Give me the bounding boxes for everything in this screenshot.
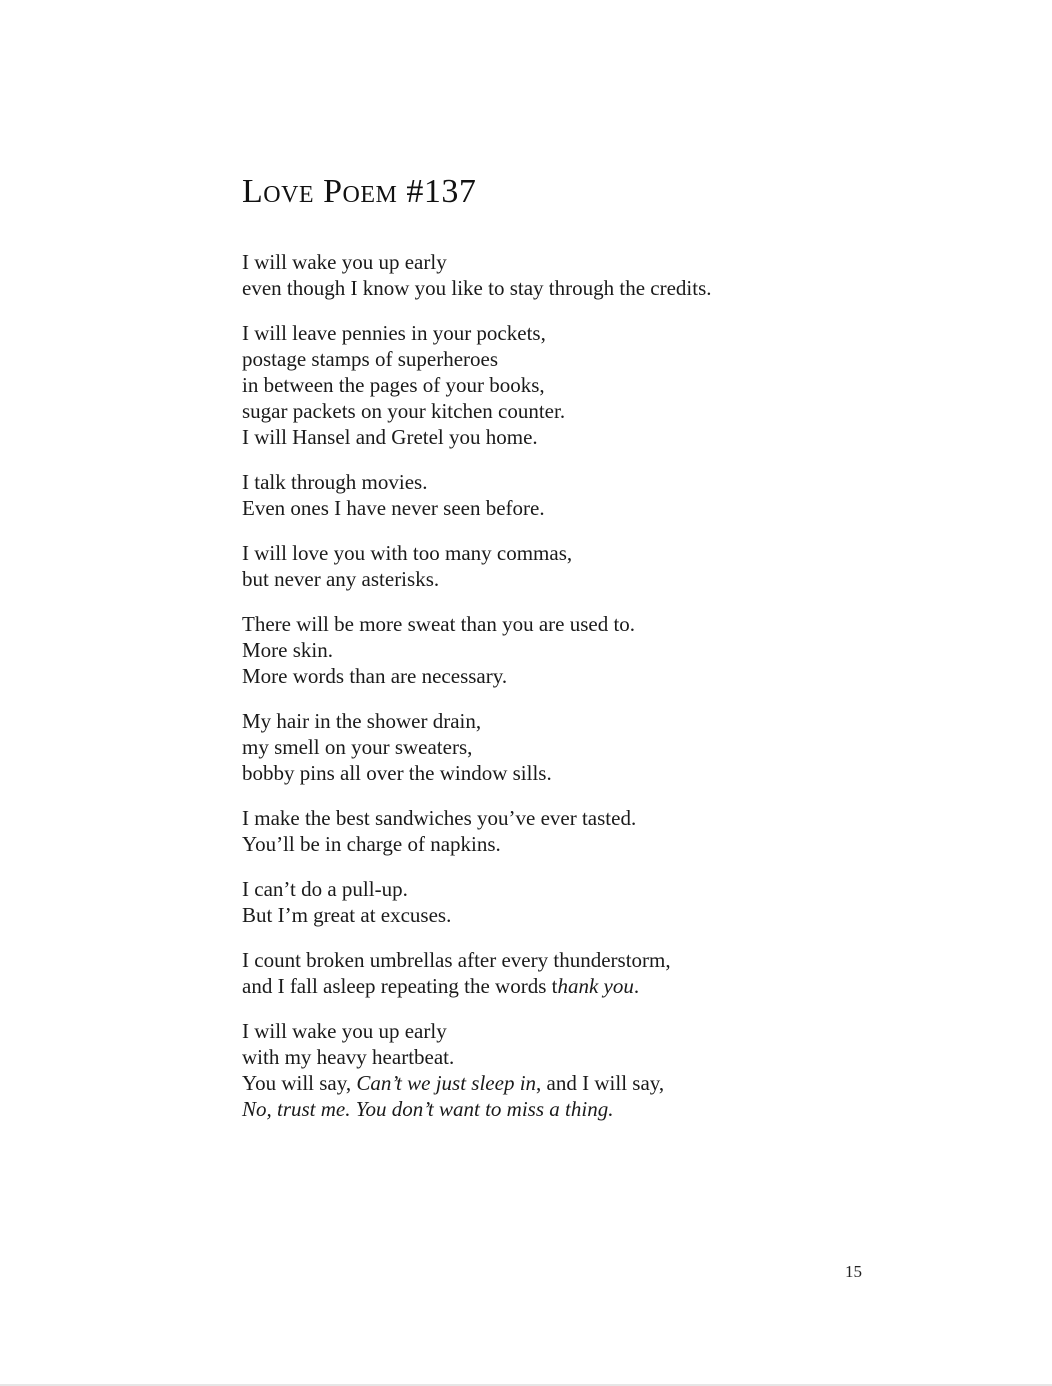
poem-title: Love Poem #137 xyxy=(242,173,477,210)
poem-line: My hair in the shower drain, xyxy=(242,709,482,733)
poem-line: You’ll be in charge of napkins. xyxy=(242,832,501,856)
poem-line-italic: No, trust me. You don’t want to miss a thing. xyxy=(242,1097,614,1121)
poem-line: I will leave pennies in your pockets, xyxy=(242,321,546,345)
poem-line: even though I know you like to stay through the credits. xyxy=(242,276,712,300)
stanza-2 xyxy=(242,320,882,450)
stanza-3 xyxy=(242,469,882,521)
line-text: and I fall asleep repeating the words t xyxy=(242,974,558,998)
poem-line: my smell on your sweaters, xyxy=(242,735,473,759)
stanza-1 xyxy=(242,249,882,301)
poem-line: I count broken umbrellas after every thunderstorm, xyxy=(242,948,671,972)
poem-line: I will love you with too many commas, xyxy=(242,541,573,565)
poem-line: sugar packets on your kitchen counter. xyxy=(242,399,566,423)
stanza-5 xyxy=(242,611,882,689)
stanza-6 xyxy=(242,708,882,786)
stanza-9 xyxy=(242,947,882,999)
poem-line: I will wake you up early xyxy=(242,250,447,274)
poem-line: Even ones I have never seen before. xyxy=(242,496,545,520)
poem-line: More words than are necessary. xyxy=(242,664,508,688)
stanza-10 xyxy=(242,1018,882,1122)
poem-line: in between the pages of your books, xyxy=(242,373,545,397)
poem-line: More skin. xyxy=(242,638,333,662)
stanza-8 xyxy=(242,876,882,928)
stanza-7 xyxy=(242,805,882,857)
poem-line: I talk through movies. xyxy=(242,470,428,494)
poem-line: bobby pins all over the window sills. xyxy=(242,761,552,785)
poem-line: I can’t do a pull-up. xyxy=(242,877,408,901)
poem-line: But I’m great at excuses. xyxy=(242,903,452,927)
poem-line: postage stamps of superheroes xyxy=(242,347,499,371)
line-text: . xyxy=(633,974,640,998)
poem-line: I will Hansel and Gretel you home. xyxy=(242,425,538,449)
stanza-4 xyxy=(242,540,882,592)
poem-line: There will be more sweat than you are used to. xyxy=(242,612,636,636)
poem-line: I make the best sandwiches you’ve ever tasted. xyxy=(242,806,637,830)
poem-line: with my heavy heartbeat. xyxy=(242,1045,455,1069)
page-number: 15 xyxy=(845,1262,862,1281)
poem-line: but never any asterisks. xyxy=(242,567,440,591)
poem-body xyxy=(242,249,882,1141)
italic-text: Can’t we just sleep in xyxy=(356,1071,537,1095)
poem-line: I will wake you up early xyxy=(242,1019,447,1043)
italic-text: hank you xyxy=(557,974,634,998)
line-text: You will say, xyxy=(242,1071,357,1095)
poem-line-mixed xyxy=(242,973,882,999)
line-text: , and I will say, xyxy=(536,1071,665,1095)
poem-line-mixed xyxy=(242,1070,882,1096)
